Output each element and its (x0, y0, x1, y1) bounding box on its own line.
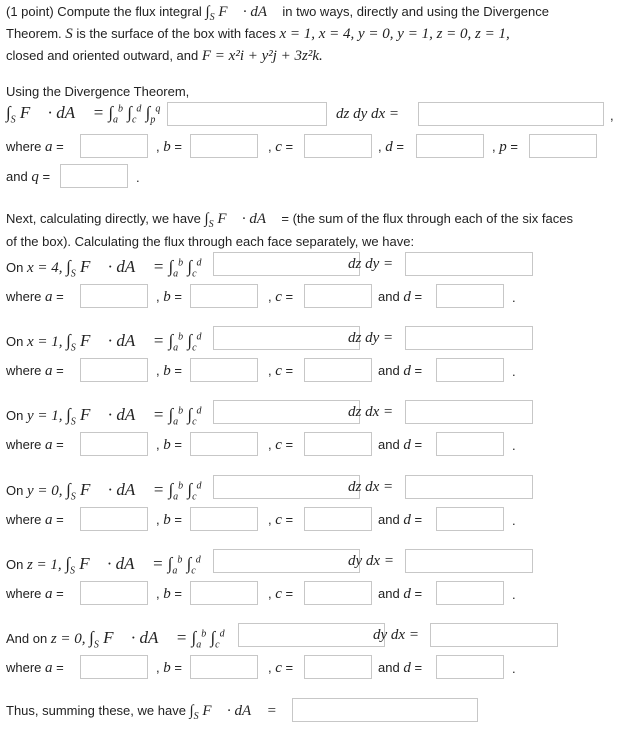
face-5-d-input[interactable] (436, 655, 504, 679)
div-c-input[interactable] (304, 134, 372, 158)
face-4-b-input[interactable] (190, 581, 258, 605)
div-b-input[interactable] (190, 134, 258, 158)
face-2-order: dz dx = (348, 404, 394, 420)
and-q-label: and q = (6, 169, 51, 185)
face-1-c-input[interactable] (304, 358, 372, 382)
face-4-d-input[interactable] (436, 581, 504, 605)
face-1-order: dz dy = (348, 330, 394, 346)
face-5-c-input[interactable] (304, 655, 372, 679)
face-1-integral: On x = 1, $\int_S$ F⃗ · dA⃗ = $\int_a^b$ $\int_c^d$ (6, 331, 202, 354)
div-d-input[interactable] (416, 134, 484, 158)
face-4-and-d: and d = (378, 586, 423, 602)
face-3-integral: On y = 0, $\int_S$ F⃗ · dA⃗ = $\int_a^b$ $\int_c^d$ (6, 480, 202, 503)
face-3-result-input[interactable] (405, 475, 533, 499)
face-2-d-input[interactable] (436, 432, 504, 456)
face-0-where-a: where a = (6, 289, 64, 305)
face-2-integral: On y = 1, $\int_S$ F⃗ · dA⃗ = $\int_a^b$ $\int_c^d$ (6, 405, 202, 428)
face-1-result-input[interactable] (405, 326, 533, 350)
face-5-b-input[interactable] (190, 655, 258, 679)
problem-line-3: closed and oriented outward, and F = x²i + y²j + 3z²k. (6, 48, 323, 64)
flux-integral-symbol: $\int_S$ F⃗ · dA⃗ (205, 4, 279, 23)
face-4-c-input[interactable] (304, 581, 372, 605)
face-1-where-a: where a = (6, 363, 64, 379)
summary-input[interactable] (292, 698, 478, 722)
face-5-order: dy dx = (373, 627, 419, 643)
summary-label: Thus, summing these, we have $\int_S$ F⃗ · dA⃗ = (6, 703, 277, 722)
divergence-integrand-input[interactable] (167, 102, 327, 126)
face-2-c-input[interactable] (304, 432, 372, 456)
divergence-order: dz dy dx = (336, 106, 400, 122)
face-0-integral: On x = 4, $\int_S$ F⃗ · dA⃗ = $\int_a^b$ $\int_c^d$ (6, 257, 202, 280)
divergence-integral: $\int_S$ F⃗ · dA⃗ = $\int_a^b$ $\int_c^d$ $\int_p^q$ (6, 103, 161, 126)
face-2-and-d: and d = (378, 437, 423, 453)
face-1-integrand-input[interactable] (213, 326, 360, 350)
face-2-where-a: where a = (6, 437, 64, 453)
face-0-and-d: and d = (378, 289, 423, 305)
face-4-result-input[interactable] (405, 549, 533, 573)
face-1-d-input[interactable] (436, 358, 504, 382)
div-a-input[interactable] (80, 134, 148, 158)
face-2-result-input[interactable] (405, 400, 533, 424)
face-3-d-input[interactable] (436, 507, 504, 531)
face-5-integral: And on z = 0, $\int_S$ F⃗ · dA⃗ = $\int_a^b$ $\int_c^d$ (6, 628, 225, 651)
face-3-b-input[interactable] (190, 507, 258, 531)
face-4-order: dy dx = (348, 553, 394, 569)
face-5-result-input[interactable] (430, 623, 558, 647)
face-0-integrand-input[interactable] (213, 252, 360, 276)
face-5-and-d: and d = (378, 660, 423, 676)
face-5-integrand-input[interactable] (238, 623, 385, 647)
face-3-integrand-input[interactable] (213, 475, 360, 499)
direct-intro-2: of the box). Calculating the flux through each face separately, we have: (6, 234, 415, 249)
face-3-c-input[interactable] (304, 507, 372, 531)
face-2-a-input[interactable] (80, 432, 148, 456)
face-1-a-input[interactable] (80, 358, 148, 382)
face-1-and-d: and d = (378, 363, 423, 379)
face-0-b-input[interactable] (190, 284, 258, 308)
face-4-integrand-input[interactable] (213, 549, 360, 573)
face-1-b-input[interactable] (190, 358, 258, 382)
face-4-where-a: where a = (6, 586, 64, 602)
face-0-d-input[interactable] (436, 284, 504, 308)
face-0-c-input[interactable] (304, 284, 372, 308)
where-a-label: where a = (6, 139, 64, 155)
face-5-a-input[interactable] (80, 655, 148, 679)
div-q-input[interactable] (60, 164, 128, 188)
direct-intro-1: Next, calculating directly, we have $\int_S$ F⃗ · dA⃗ = (the sum of the flux through each of the six faces (6, 211, 573, 230)
face-5-where-a: where a = (6, 660, 64, 676)
face-2-integrand-input[interactable] (213, 400, 360, 424)
face-3-a-input[interactable] (80, 507, 148, 531)
div-p-input[interactable] (529, 134, 597, 158)
face-4-a-input[interactable] (80, 581, 148, 605)
divergence-heading: Using the Divergence Theorem, (6, 84, 190, 99)
face-0-order: dz dy = (348, 256, 394, 272)
problem-line-2: Theorem. S is the surface of the box with faces x = 1, x = 4, y = 0, y = 1, z = 0, z = 1, (6, 26, 510, 42)
face-3-and-d: and d = (378, 512, 423, 528)
face-0-result-input[interactable] (405, 252, 533, 276)
face-0-a-input[interactable] (80, 284, 148, 308)
face-3-order: dz dx = (348, 479, 394, 495)
divergence-result-input[interactable] (418, 102, 604, 126)
face-4-integral: On z = 1, $\int_S$ F⃗ · dA⃗ = $\int_a^b$ $\int_c^d$ (6, 554, 201, 577)
face-2-b-input[interactable] (190, 432, 258, 456)
problem-line-1: (1 point) Compute the flux integral $\int_S$ F⃗ · dA⃗ in two ways, directly and using the Divergence (6, 4, 549, 23)
face-3-where-a: where a = (6, 512, 64, 528)
